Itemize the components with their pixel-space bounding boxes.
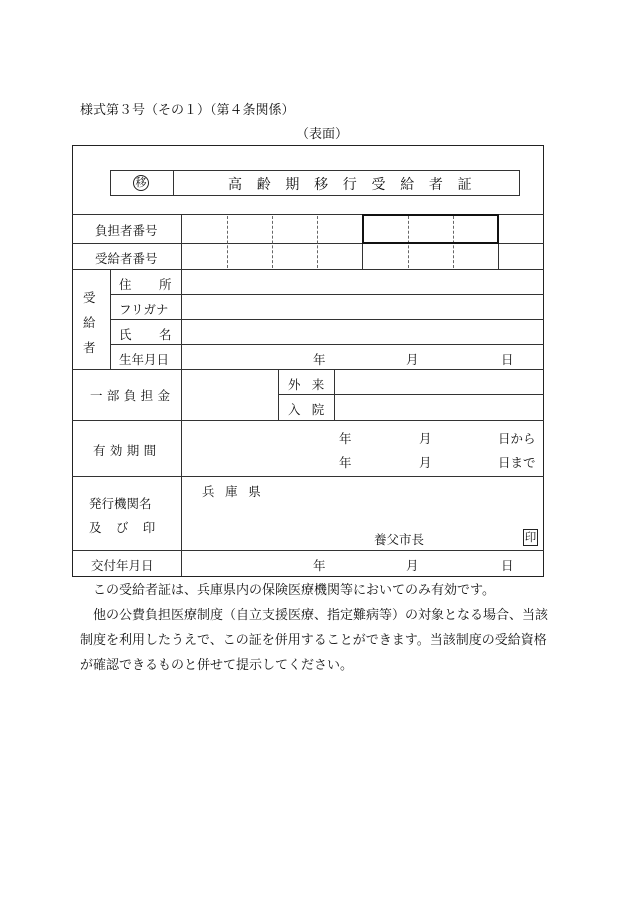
validity-from-year-unit: 年: [339, 431, 352, 446]
issue-month-unit: 月: [406, 558, 419, 573]
recipient-number-label: 受給者番号: [95, 251, 158, 266]
issue-day-unit: 日: [501, 558, 514, 573]
side-label: （表面）: [296, 127, 349, 142]
prefecture-name: 兵庫県: [202, 484, 272, 499]
highlighted-digit-box: [362, 214, 499, 244]
issue-year-unit: 年: [313, 558, 326, 573]
address-label: 住所: [119, 277, 200, 292]
validity-to-year-unit: 年: [339, 455, 352, 470]
furigana-label: フリガナ: [119, 302, 169, 317]
issue-date-label: 交付年月日: [91, 558, 154, 573]
recipient-group-label: 受給者: [83, 290, 96, 355]
issuer-label-line1: 発行機関名: [89, 496, 152, 511]
name-label: 氏名: [119, 327, 200, 342]
validity-to-month-unit: 月: [419, 455, 432, 470]
validity-to-suffix: 日まで: [498, 455, 536, 470]
validity-from-suffix: 日から: [498, 431, 536, 446]
outpatient-label: 外来: [288, 377, 336, 392]
note-other-programs: 他の公費負担医療制度（自立支援医療、指定難病等）の対象となる場合、当該制度を利用したうえで、この証を併用することができます。当該制度の受給資格が確認できるものと併せて提示してください。: [80, 608, 549, 673]
mayor-title: 養父市長: [374, 532, 425, 547]
insurer-number-label: 負担者番号: [95, 223, 158, 238]
birth-day-unit: 日: [501, 352, 514, 367]
birth-year-unit: 年: [313, 352, 326, 367]
validity-from-month-unit: 月: [419, 431, 432, 446]
issuer-label-line2: 及び印: [89, 520, 170, 535]
form-label: 様式第３号（その１）（第４条関係）: [80, 103, 295, 118]
inpatient-label: 入院: [288, 402, 336, 417]
transition-symbol: 移: [133, 175, 149, 191]
birth-date-label: 生年月日: [119, 352, 170, 367]
birth-month-unit: 月: [406, 352, 419, 367]
validity-label: 有効期間: [93, 443, 161, 458]
official-seal: 印: [524, 530, 537, 544]
note-validity: この受給者証は、兵庫県内の保険医療機関等においてのみ有効です。: [93, 583, 495, 598]
card-title: 高齢期移行受給者証: [228, 177, 487, 193]
copay-label: 一部負担金: [90, 388, 175, 403]
